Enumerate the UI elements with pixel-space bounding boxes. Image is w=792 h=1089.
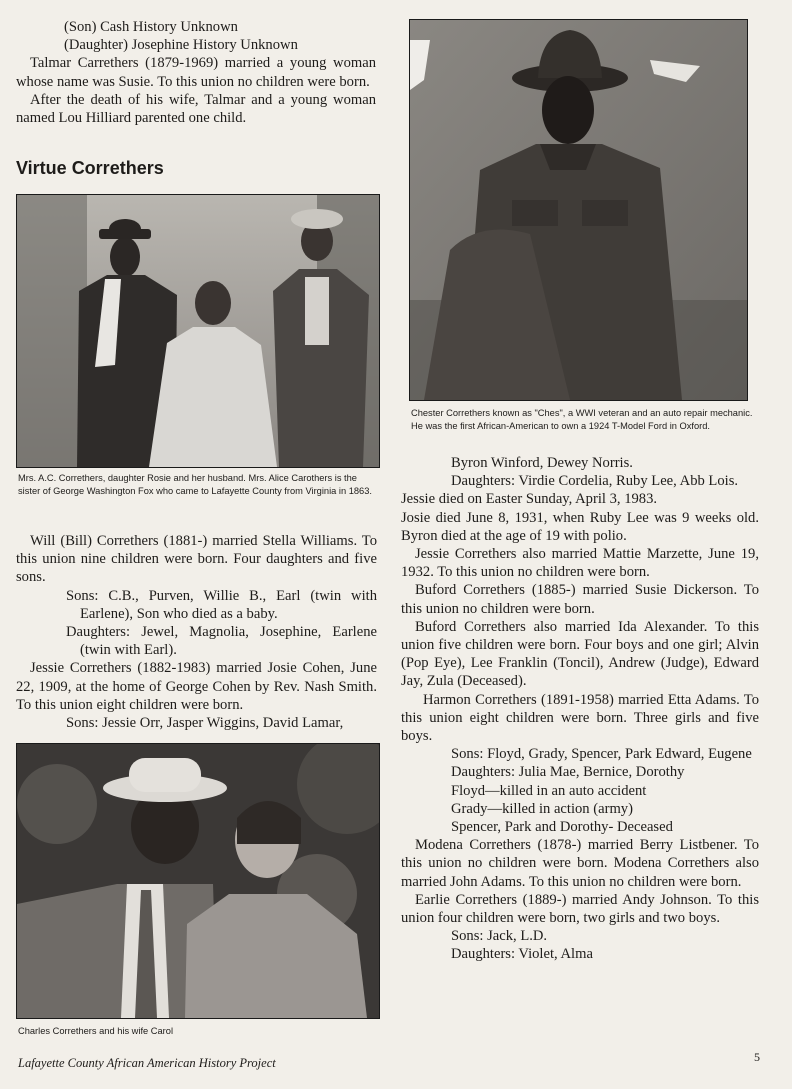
couple-photo-caption: Charles Correthers and his wife Carol: [18, 1026, 174, 1036]
talmar-paragraph: Talmar Carrethers (1879-1969) married a young woman whose name was Susie. To this union no children were born.: [16, 55, 376, 90]
earlie-sons: Sons: Jack, L.D.: [451, 928, 548, 945]
family-photo-caption: Mrs. A.C. Correthers, daughter Rosie and her husband. Mrs. Alice Carothers is the sister of George Washington Fox who came to Lafayette County from Virginia in 1863.: [18, 473, 372, 496]
modena-paragraph: Modena Correthers (1878-) married Berry Listbener. To this union no children were born. Modena Correthers also married John Adams. To this union no children were born.: [401, 837, 759, 890]
deceased-note: Spencer, Park and Dorothy- Deceased: [451, 819, 673, 836]
jessie-second-marriage: Jessie Correthers also married Mattie Marzette, June 19, 1932. To this union no children were born.: [401, 546, 759, 581]
cash-line: (Son) Cash History Unknown: [64, 19, 238, 35]
jessie-paragraph: Jessie Correthers (1882-1983) married Josie Cohen, June 22, 1909, at the home of George Cohen by Rev. Nash Smith. To this union eight children were born.: [16, 660, 377, 713]
harmon-daughters: Daughters: Julia Mae, Bernice, Dorothy: [451, 764, 685, 781]
jessie-death: Jessie died on Easter Sunday, April 3, 1983.: [401, 491, 658, 508]
family-photo: [16, 194, 380, 468]
jessie-daughters: Daughters: Virdie Cordelia, Ruby Lee, Abb Lois.: [451, 473, 739, 490]
josie-death: Josie died June 8, 1931, when Ruby Lee was 9 weeks old. Byron died at the age of 19 with polio.: [401, 509, 759, 544]
page-number: 5: [754, 1050, 760, 1064]
soldier-photo-caption: Chester Correthers known as "Ches", a WWI veteran and an auto repair mechanic. He was the first African-American to own a 1924 T-Model Ford in Oxford.: [411, 408, 753, 431]
will-daughters: Daughters: Jewel, Magnolia, Josephine, Earlene (twin with Earl).: [66, 624, 377, 659]
jessie-sons-continued: Byron Winford, Dewey Norris.: [451, 455, 633, 471]
page-footer: Lafayette County African American History Project: [18, 1056, 276, 1070]
earlie-daughters: Daughters: Violet, Alma: [451, 946, 593, 963]
buford-second-marriage: Buford Correthers also married Ida Alexander. To this union five children were born. Four boys and one girl; Alvin (Pop Eye), Lee Franklin (Toncil), Andrew (Judge), Edward Jay, Zula (Deceased).: [401, 618, 759, 690]
talmar-second-paragraph: After the death of his wife, Talmar and a young woman named Lou Hilliard parented one child.: [16, 91, 376, 127]
buford-paragraph: Buford Correthers (1885-) married Susie Dickerson. To this union no children were born.: [401, 582, 759, 617]
will-paragraph: Will (Bill) Correthers (1881-) married Stella Williams. To this union nine children were born. Four daughters and five sons.: [16, 533, 377, 586]
section-heading: Virtue Correthers: [16, 158, 164, 178]
couple-photo: [16, 743, 380, 1019]
floyd-note: Floyd—killed in an auto accident: [451, 782, 647, 799]
right-text: [401, 454, 759, 964]
left-top-text: [16, 18, 376, 127]
grady-note: Grady—killed in action (army): [451, 800, 633, 817]
josephine-line: (Daughter) Josephine History Unknown: [64, 37, 298, 54]
will-sons: Sons: C.B., Purven, Willie B., Earl (twin with Earlene), Son who died as a baby.: [66, 587, 377, 622]
harmon-sons: Sons: Floyd, Grady, Spencer, Park Edward, Eugene: [451, 746, 752, 763]
left-mid-text: [16, 532, 377, 732]
jessie-sons: Sons: Jessie Orr, Jasper Wiggins, David Lamar,: [66, 715, 344, 732]
soldier-photo: [409, 19, 748, 401]
earlie-paragraph: Earlie Correthers (1889-) married Andy Johnson. To this union four children were born, two girls and two boys.: [401, 891, 759, 927]
harmon-paragraph: Harmon Correthers (1891-1958) married Etta Adams. To this union eight children were born. Three girls and five boys.: [401, 691, 759, 745]
